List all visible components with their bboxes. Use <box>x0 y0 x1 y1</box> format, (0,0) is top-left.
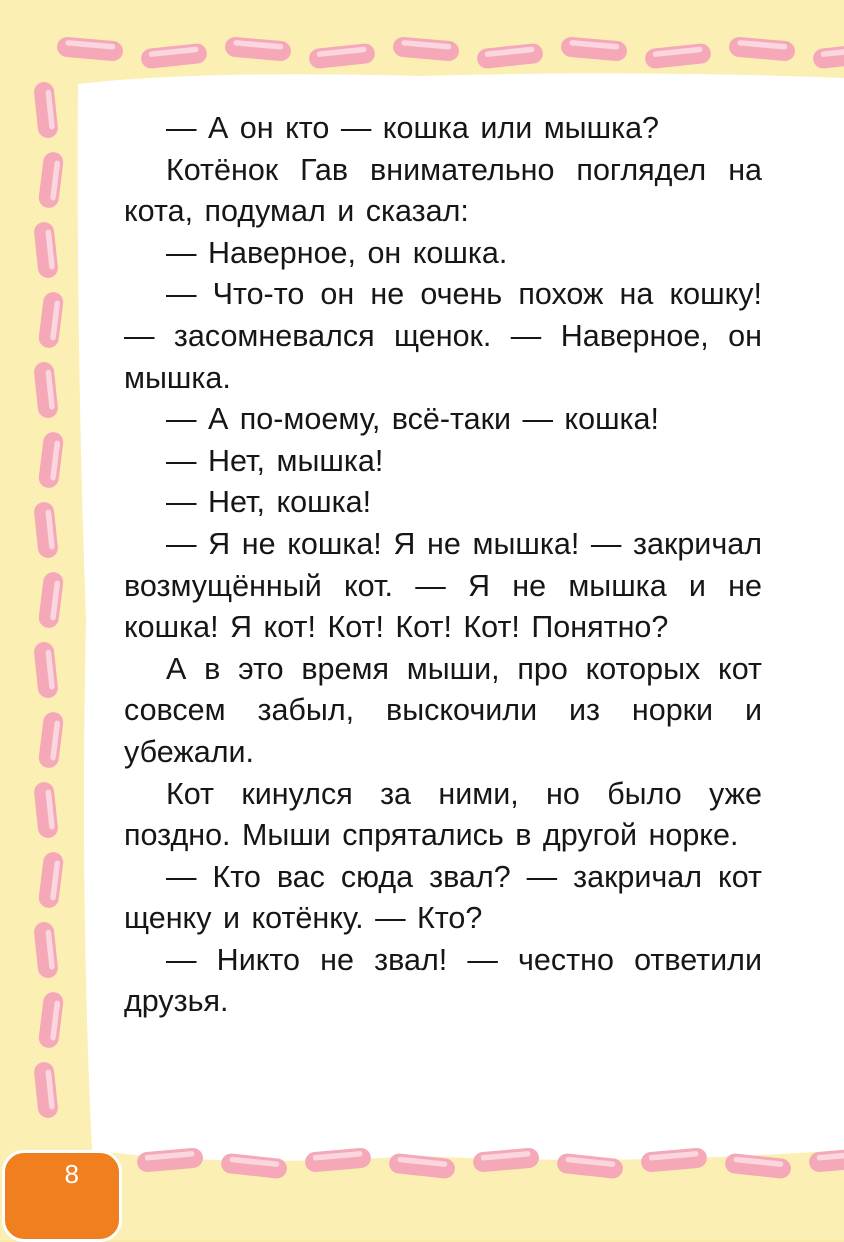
paragraph: — Что-то он не очень похож на кошку! — засомневался щенок. — Наверное, он мышка. <box>124 277 762 395</box>
paragraph: Кот кинулся за ними, но было уже поздно. Мыши спрятались в другой норке. <box>124 776 762 853</box>
frame-bead <box>38 851 65 909</box>
page-number: 8 <box>64 1159 79 1189</box>
frame-bead <box>33 1061 59 1119</box>
frame-bead <box>33 781 59 839</box>
frame-bead <box>38 991 65 1049</box>
paragraph: — Никто не звал! — честно ответили друзья. <box>124 942 762 1019</box>
paragraph: — Наверное, он кошка. <box>166 235 508 270</box>
frame-bead <box>33 221 59 279</box>
paragraph: — А он кто — кошка или мышка? <box>166 111 660 145</box>
frame-bead <box>38 711 65 769</box>
frame-bead <box>33 921 59 979</box>
frame-bead <box>38 151 65 209</box>
paragraph: А в это время мыши, про которых кот совсем забыл, выскочили из норки и убежали. <box>124 651 762 769</box>
frame-bead <box>38 291 65 349</box>
frame-bead <box>33 641 59 699</box>
paragraph: — Нет, кошка! <box>166 485 372 520</box>
frame-bead <box>33 361 59 419</box>
left-bead-border <box>33 81 64 1119</box>
paragraph: Котёнок Гав внимательно поглядел на кота, подумал и сказал: <box>124 152 762 229</box>
frame-bead <box>38 571 65 629</box>
paragraph: — А по-моему, всё-таки — кошка! <box>166 402 659 437</box>
story-text <box>124 108 762 1023</box>
page-number-badge <box>2 1150 122 1242</box>
top-bead-border <box>56 36 844 69</box>
paragraph: — Я не кошка! Я не мышка! — закричал возмущённый кот. — Я не мышка и не кошка! Я кот! Кот! Кот! Кот! Понятно? <box>124 526 762 645</box>
frame-bead <box>33 81 59 139</box>
frame-bead <box>33 501 59 559</box>
paragraph: — Нет, мышка! <box>166 443 384 478</box>
frame-bead <box>38 431 65 489</box>
paragraph: — Кто вас сюда звал? — закричал кот щенку и котёнку. — Кто? <box>124 859 762 936</box>
